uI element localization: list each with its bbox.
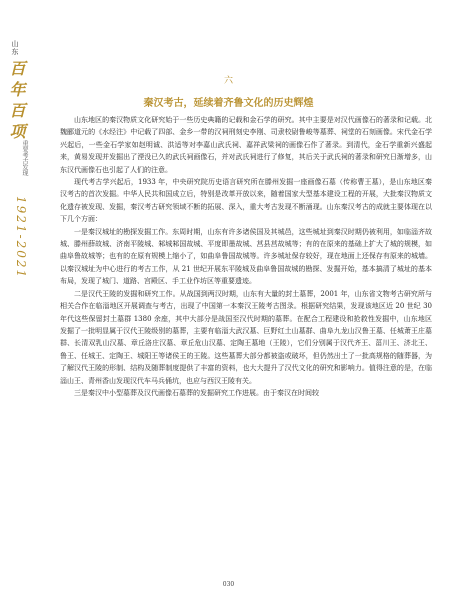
book-title-logo: 百年百项 [7,60,26,144]
paragraph: 一是秦汉城址的勘探发掘工作。东周时期，山东有许多诸侯国及其城邑，这些城址到秦汉时期仍被利用，如临淄齐故城、滕州薛故城、济南平陵城、邾城邾国故城、平度即墨故城、莒县莒故城等；有的在原来的基础上扩大了城的规模，如曲阜鲁故城等；也有的在原有规模上缩小了，如曲阜鲁国故城等。许多城址保存较好，现在地面上还保存有原来的城墙。以秦汉城址为中心进行的考古工作，从 21 世纪开展东平陵城及曲阜鲁国故城的勘探、发掘开始，基本搞清了城址的基本布局，发现了城门、道路、宫殿区、手工业作坊区等重要遗迹。 [60,227,432,286]
section-title: 秦汉考古，延续着齐鲁文化的历史辉煌 [143,98,314,109]
book-subtitle: 重要考古发现 [21,140,28,176]
paragraph: 三是秦汉中小型墓葬及汉代画像石墓葬的发掘研究工作进展。由于秦汉在时间较 [74,388,319,397]
side-margin [0,0,40,600]
page-number: 030 [222,581,235,588]
year-range: 1921-2021 [14,196,28,280]
paragraph: 现代考古学兴起后，1933 年，中央研究院历史语言研究所在滕州发掘一座画像石墓（传称曹王墓），是山东地区秦汉考古的首次发掘。中华人民共和国成立后，特别是改革开放以来，随着国家大型基本建设工程的开展，大批秦汉物质文化遗存被发现、发掘，秦汉考古研究领域不断的拓展、深入，重大考古发现不断涌现。山东秦汉考古的成就主要体现在以下几个方面： [60,178,432,224]
body-text [60,114,432,399]
chapter-number: 六 [223,76,233,86]
series-label: 山东 [11,40,19,56]
paragraph: 二是汉代王陵的发掘和研究工作。从战国到两汉时期，山东有大量的封土墓葬，2001 年，山东省文物考古研究所与相关合作在临淄地区开展调查与考古，出现了中国第一本秦汉王陵考古图录。根据研究结果，发现该地区近 20 世纪 30 年代这些保留封土墓群 1380 余座，其中大部分是战国至汉代时期的墓葬。在配合工程建设和抢救性发掘中，山东地区发掘了一批明显属于汉代王陵级别的墓葬，主要有临淄大武汉墓、巨野红土山墓群、曲阜九龙山汉鲁王墓、任城萧王庄墓群、长清双乳山汉墓、章丘洛庄汉墓、章丘危山汉墓、定陶王墓地（王陵），它们分别属于汉代齐王、菑川王、济北王、鲁王、任城王、定陶王、城阳王等诸侯王的王陵。这些墓葬大部分都被盗或破坏，但仍然出土了一批高规格的随葬器，为了解汉代王陵的形制、结构及随葬制度提供了丰富的资料，也大大提升了汉代文化的研究和影响力。值得注意的是，在临淄山王、青州香山发现汉代车马兵俑坑，也应与西汉王陵有关。 [60,289,432,385]
paragraph: 山东地区的秦汉物质文化研究始于一些历史典籍的记载和金石学的研究。其中主要是对汉代画像石的著录和记载。北魏郦道元的《水经注》中记载了四部、金乡一带的汉祠刑刻史李刚、司隶校尉鲁峻等墓葬、祠堂的石刻画像。宋代金石学兴起后，一些金石学家如赵明诚、洪适等对李嘉山武氏祠、嘉祥武梁祠的画像石作了著录。到清代，金石学重新兴盛起来，黄易发现并发掘出了湮没已久的武氏祠画像石，并对武氏祠进行了修复，其后关于武氏祠的著录和研究日渐增多，山东汉代画像石也引起了人们的注意。 [60,116,432,174]
